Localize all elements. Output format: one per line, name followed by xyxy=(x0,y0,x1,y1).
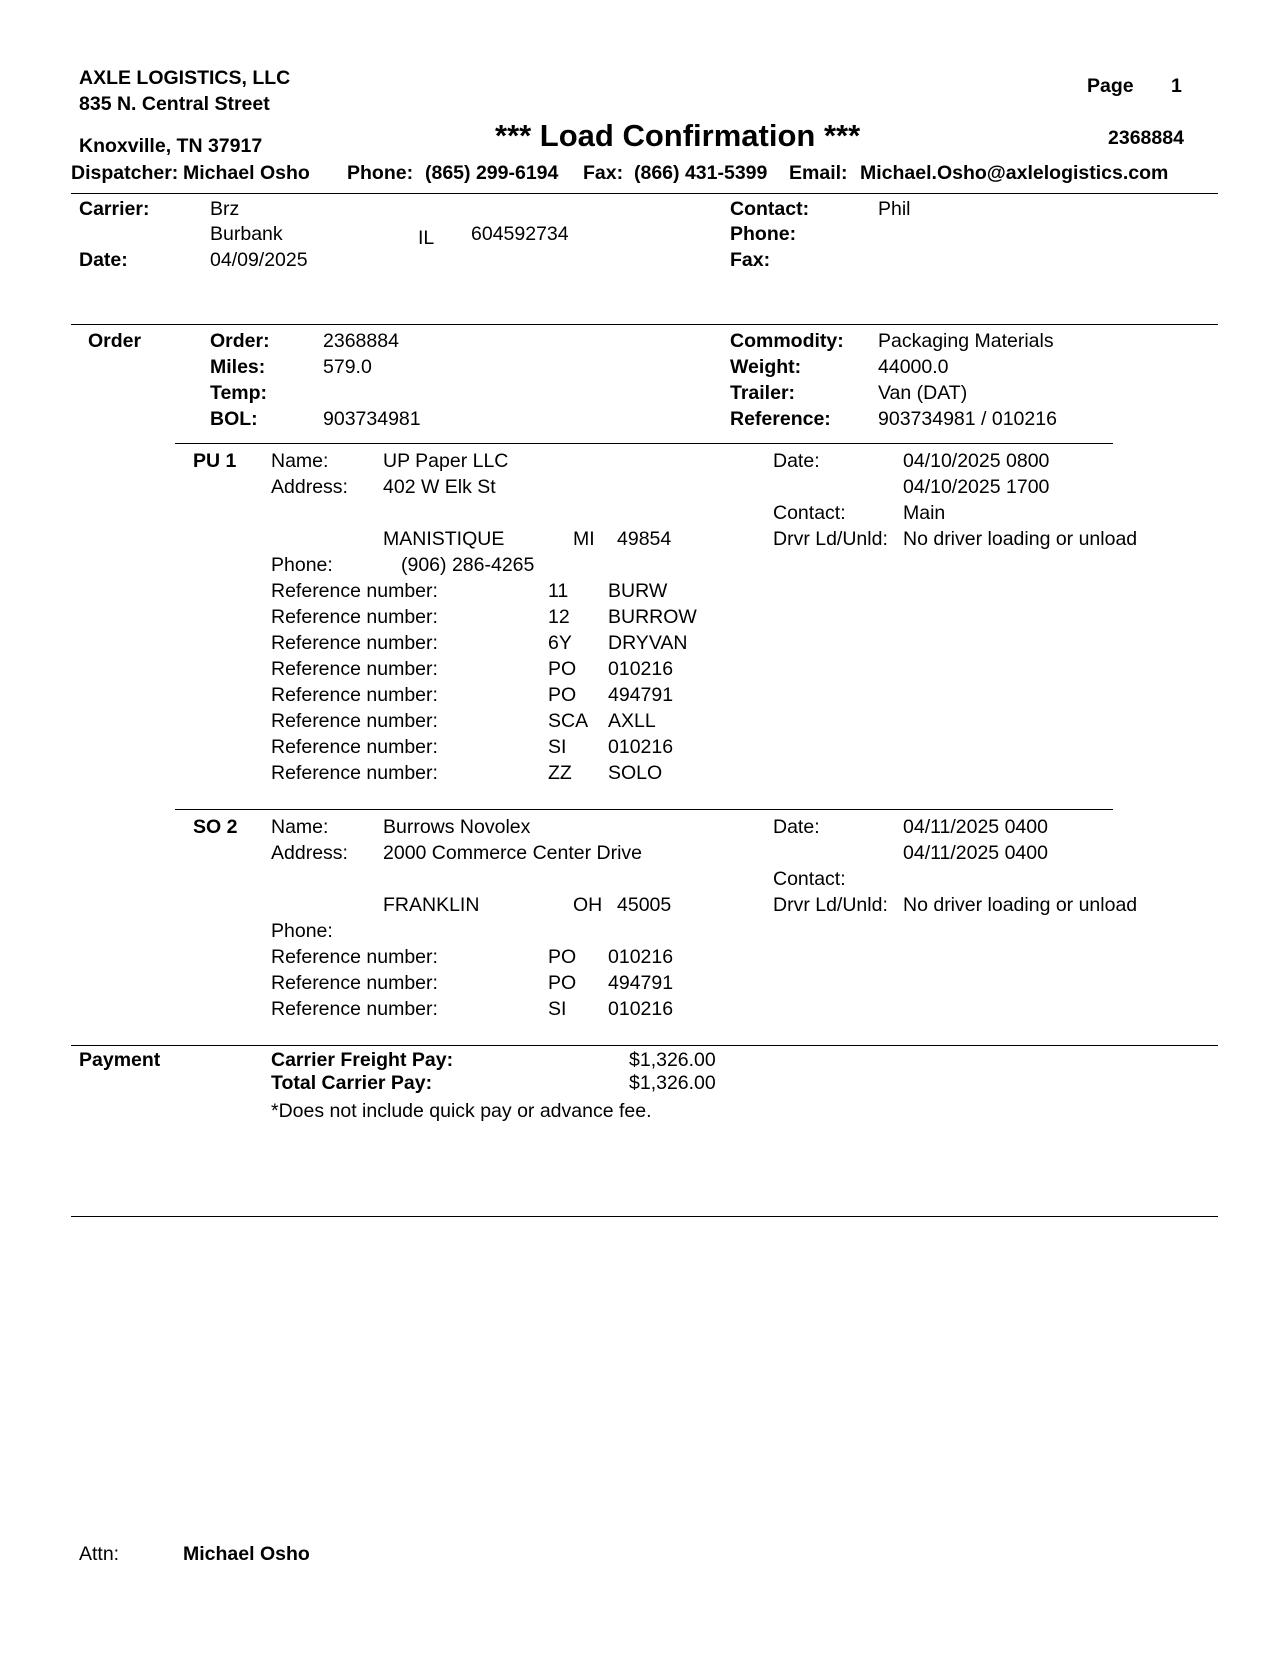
stop-date-label: Date: xyxy=(773,450,820,472)
company-street: 835 N. Central Street xyxy=(79,93,270,115)
stop-date-label: Date: xyxy=(773,816,820,838)
stop-address: 402 W Elk St xyxy=(383,476,496,498)
stop-state: MI xyxy=(573,528,595,550)
stop-name: UP Paper LLC xyxy=(383,450,509,472)
ref-code: PO xyxy=(548,684,577,706)
bol-label: BOL: xyxy=(210,408,258,430)
total-pay-label: Total Carrier Pay: xyxy=(271,1072,433,1094)
ref-label: Reference number: xyxy=(271,684,438,706)
stop-name-label: Name: xyxy=(271,450,329,472)
stop-date-2: 04/10/2025 1700 xyxy=(903,476,1050,498)
ref-value: 494791 xyxy=(608,684,674,706)
divider-header xyxy=(71,193,1218,194)
order-section-label: Order xyxy=(88,330,142,352)
carrier-date-label: Date: xyxy=(79,249,128,271)
company-name: AXLE LOGISTICS, LLC xyxy=(79,67,291,89)
payment-section-label: Payment xyxy=(79,1049,161,1071)
stop-city: MANISTIQUE xyxy=(383,528,505,550)
stop-phone: (906) 286-4265 xyxy=(401,554,535,576)
ref-value: SOLO xyxy=(608,762,663,784)
stop-phone-label: Phone: xyxy=(271,920,333,942)
carrier-phone-label: Phone: xyxy=(730,223,797,245)
reference-label: Reference: xyxy=(730,408,831,430)
total-pay-value: $1,326.00 xyxy=(629,1072,716,1094)
stop-date-2: 04/11/2025 0400 xyxy=(903,842,1048,864)
dispatcher-phone-label: Phone: xyxy=(347,162,414,184)
ref-code: ZZ xyxy=(548,762,572,784)
carrier-name: Brz xyxy=(210,198,240,220)
freight-pay-value: $1,326.00 xyxy=(629,1049,716,1071)
page-title: *** Load Confirmation *** xyxy=(495,118,861,153)
divider-payment xyxy=(71,1045,1218,1046)
stop-date-1: 04/11/2025 0400 xyxy=(903,816,1048,838)
ref-code: PO xyxy=(548,946,577,968)
carrier-contact: Phil xyxy=(878,198,911,220)
order-label: Order: xyxy=(210,330,270,352)
stop-state: OH xyxy=(573,894,603,916)
bol-value: 903734981 xyxy=(323,408,421,430)
ref-label: Reference number: xyxy=(271,762,438,784)
dispatcher-phone: (865) 299-6194 xyxy=(425,162,559,184)
divider-carrier xyxy=(71,324,1218,325)
dispatcher-fax-label: Fax: xyxy=(583,162,624,184)
ref-code: SI xyxy=(548,998,567,1020)
reference-value: 903734981 / 010216 xyxy=(878,408,1057,430)
ref-value: 010216 xyxy=(608,998,674,1020)
trailer-value: Van (DAT) xyxy=(878,382,968,404)
miles-value: 579.0 xyxy=(323,356,372,378)
ref-label: Reference number: xyxy=(271,632,438,654)
ref-label: Reference number: xyxy=(271,736,438,758)
dispatcher-name: Michael Osho xyxy=(183,162,310,184)
ref-value: BURW xyxy=(608,580,668,602)
stop-name-label: Name: xyxy=(271,816,329,838)
stop-drvr-value: No driver loading or unload xyxy=(903,528,1138,550)
ref-value: 494791 xyxy=(608,972,674,994)
ref-code: PO xyxy=(548,658,577,680)
load-number: 2368884 xyxy=(1108,127,1184,149)
ref-label: Reference number: xyxy=(271,972,438,994)
carrier-state: IL xyxy=(418,227,435,249)
stop-address: 2000 Commerce Center Drive xyxy=(383,842,643,864)
stop-zip: 45005 xyxy=(617,894,672,916)
stop-zip: 49854 xyxy=(617,528,672,550)
stop-date-1: 04/10/2025 0800 xyxy=(903,450,1050,472)
ref-label: Reference number: xyxy=(271,946,438,968)
ref-label: Reference number: xyxy=(271,658,438,680)
divider-stop-2 xyxy=(175,809,1113,810)
ref-label: Reference number: xyxy=(271,710,438,732)
carrier-label: Carrier: xyxy=(79,198,150,220)
ref-value: 010216 xyxy=(608,946,674,968)
stop-contact-label: Contact: xyxy=(773,868,846,890)
ref-value: 010216 xyxy=(608,736,674,758)
ref-code: 6Y xyxy=(548,632,572,654)
stop-code: SO 2 xyxy=(193,816,238,838)
ref-code: SCA xyxy=(548,710,589,732)
ref-label: Reference number: xyxy=(271,580,438,602)
payment-note: *Does not include quick pay or advance fee. xyxy=(271,1100,652,1122)
ref-value: 010216 xyxy=(608,658,674,680)
commodity-label: Commodity: xyxy=(730,330,844,352)
stop-code: PU 1 xyxy=(193,450,237,472)
ref-value: AXLL xyxy=(608,710,656,732)
weight-value: 44000.0 xyxy=(878,356,949,378)
divider-stop-1 xyxy=(175,443,1113,444)
stop-name: Burrows Novolex xyxy=(383,816,531,838)
dispatcher-label: Dispatcher: xyxy=(71,162,179,184)
stop-drvr-label: Drvr Ld/Unld: xyxy=(773,528,888,550)
ref-code: PO xyxy=(548,972,577,994)
ref-code: 12 xyxy=(548,606,570,628)
carrier-zip: 604592734 xyxy=(471,223,569,245)
stop-drvr-label: Drvr Ld/Unld: xyxy=(773,894,888,916)
stop-address-label: Address: xyxy=(271,476,348,498)
commodity-value: Packaging Materials xyxy=(878,330,1054,352)
stop-address-label: Address: xyxy=(271,842,348,864)
attn-name: Michael Osho xyxy=(183,1543,310,1565)
carrier-fax-label: Fax: xyxy=(730,249,771,271)
carrier-date: 04/09/2025 xyxy=(210,249,308,271)
page-number: 1 xyxy=(1171,75,1182,97)
ref-value: DRYVAN xyxy=(608,632,688,654)
ref-code: SI xyxy=(548,736,567,758)
dispatcher-fax: (866) 431-5399 xyxy=(634,162,768,184)
page-label: Page xyxy=(1087,75,1134,97)
stop-phone-label: Phone: xyxy=(271,554,333,576)
company-city: Knoxville, TN 37917 xyxy=(79,135,263,157)
freight-pay-label: Carrier Freight Pay: xyxy=(271,1049,454,1071)
carrier-contact-label: Contact: xyxy=(730,198,810,220)
divider-footer xyxy=(71,1216,1218,1217)
stop-drvr-value: No driver loading or unload xyxy=(903,894,1138,916)
trailer-label: Trailer: xyxy=(730,382,796,404)
stop-contact-label: Contact: xyxy=(773,502,846,524)
dispatcher-email-label: Email: xyxy=(789,162,848,184)
order-number: 2368884 xyxy=(323,330,399,352)
attn-label: Attn: xyxy=(79,1543,120,1565)
weight-label: Weight: xyxy=(730,356,802,378)
carrier-city: Burbank xyxy=(210,223,283,245)
temp-label: Temp: xyxy=(210,382,268,404)
stop-contact: Main xyxy=(903,502,946,524)
ref-value: BURROW xyxy=(608,606,697,628)
ref-label: Reference number: xyxy=(271,998,438,1020)
dispatcher-email: Michael.Osho@axlelogistics.com xyxy=(860,162,1169,184)
ref-label: Reference number: xyxy=(271,606,438,628)
ref-code: 11 xyxy=(548,580,569,602)
stop-city: FRANKLIN xyxy=(383,894,480,916)
miles-label: Miles: xyxy=(210,356,266,378)
